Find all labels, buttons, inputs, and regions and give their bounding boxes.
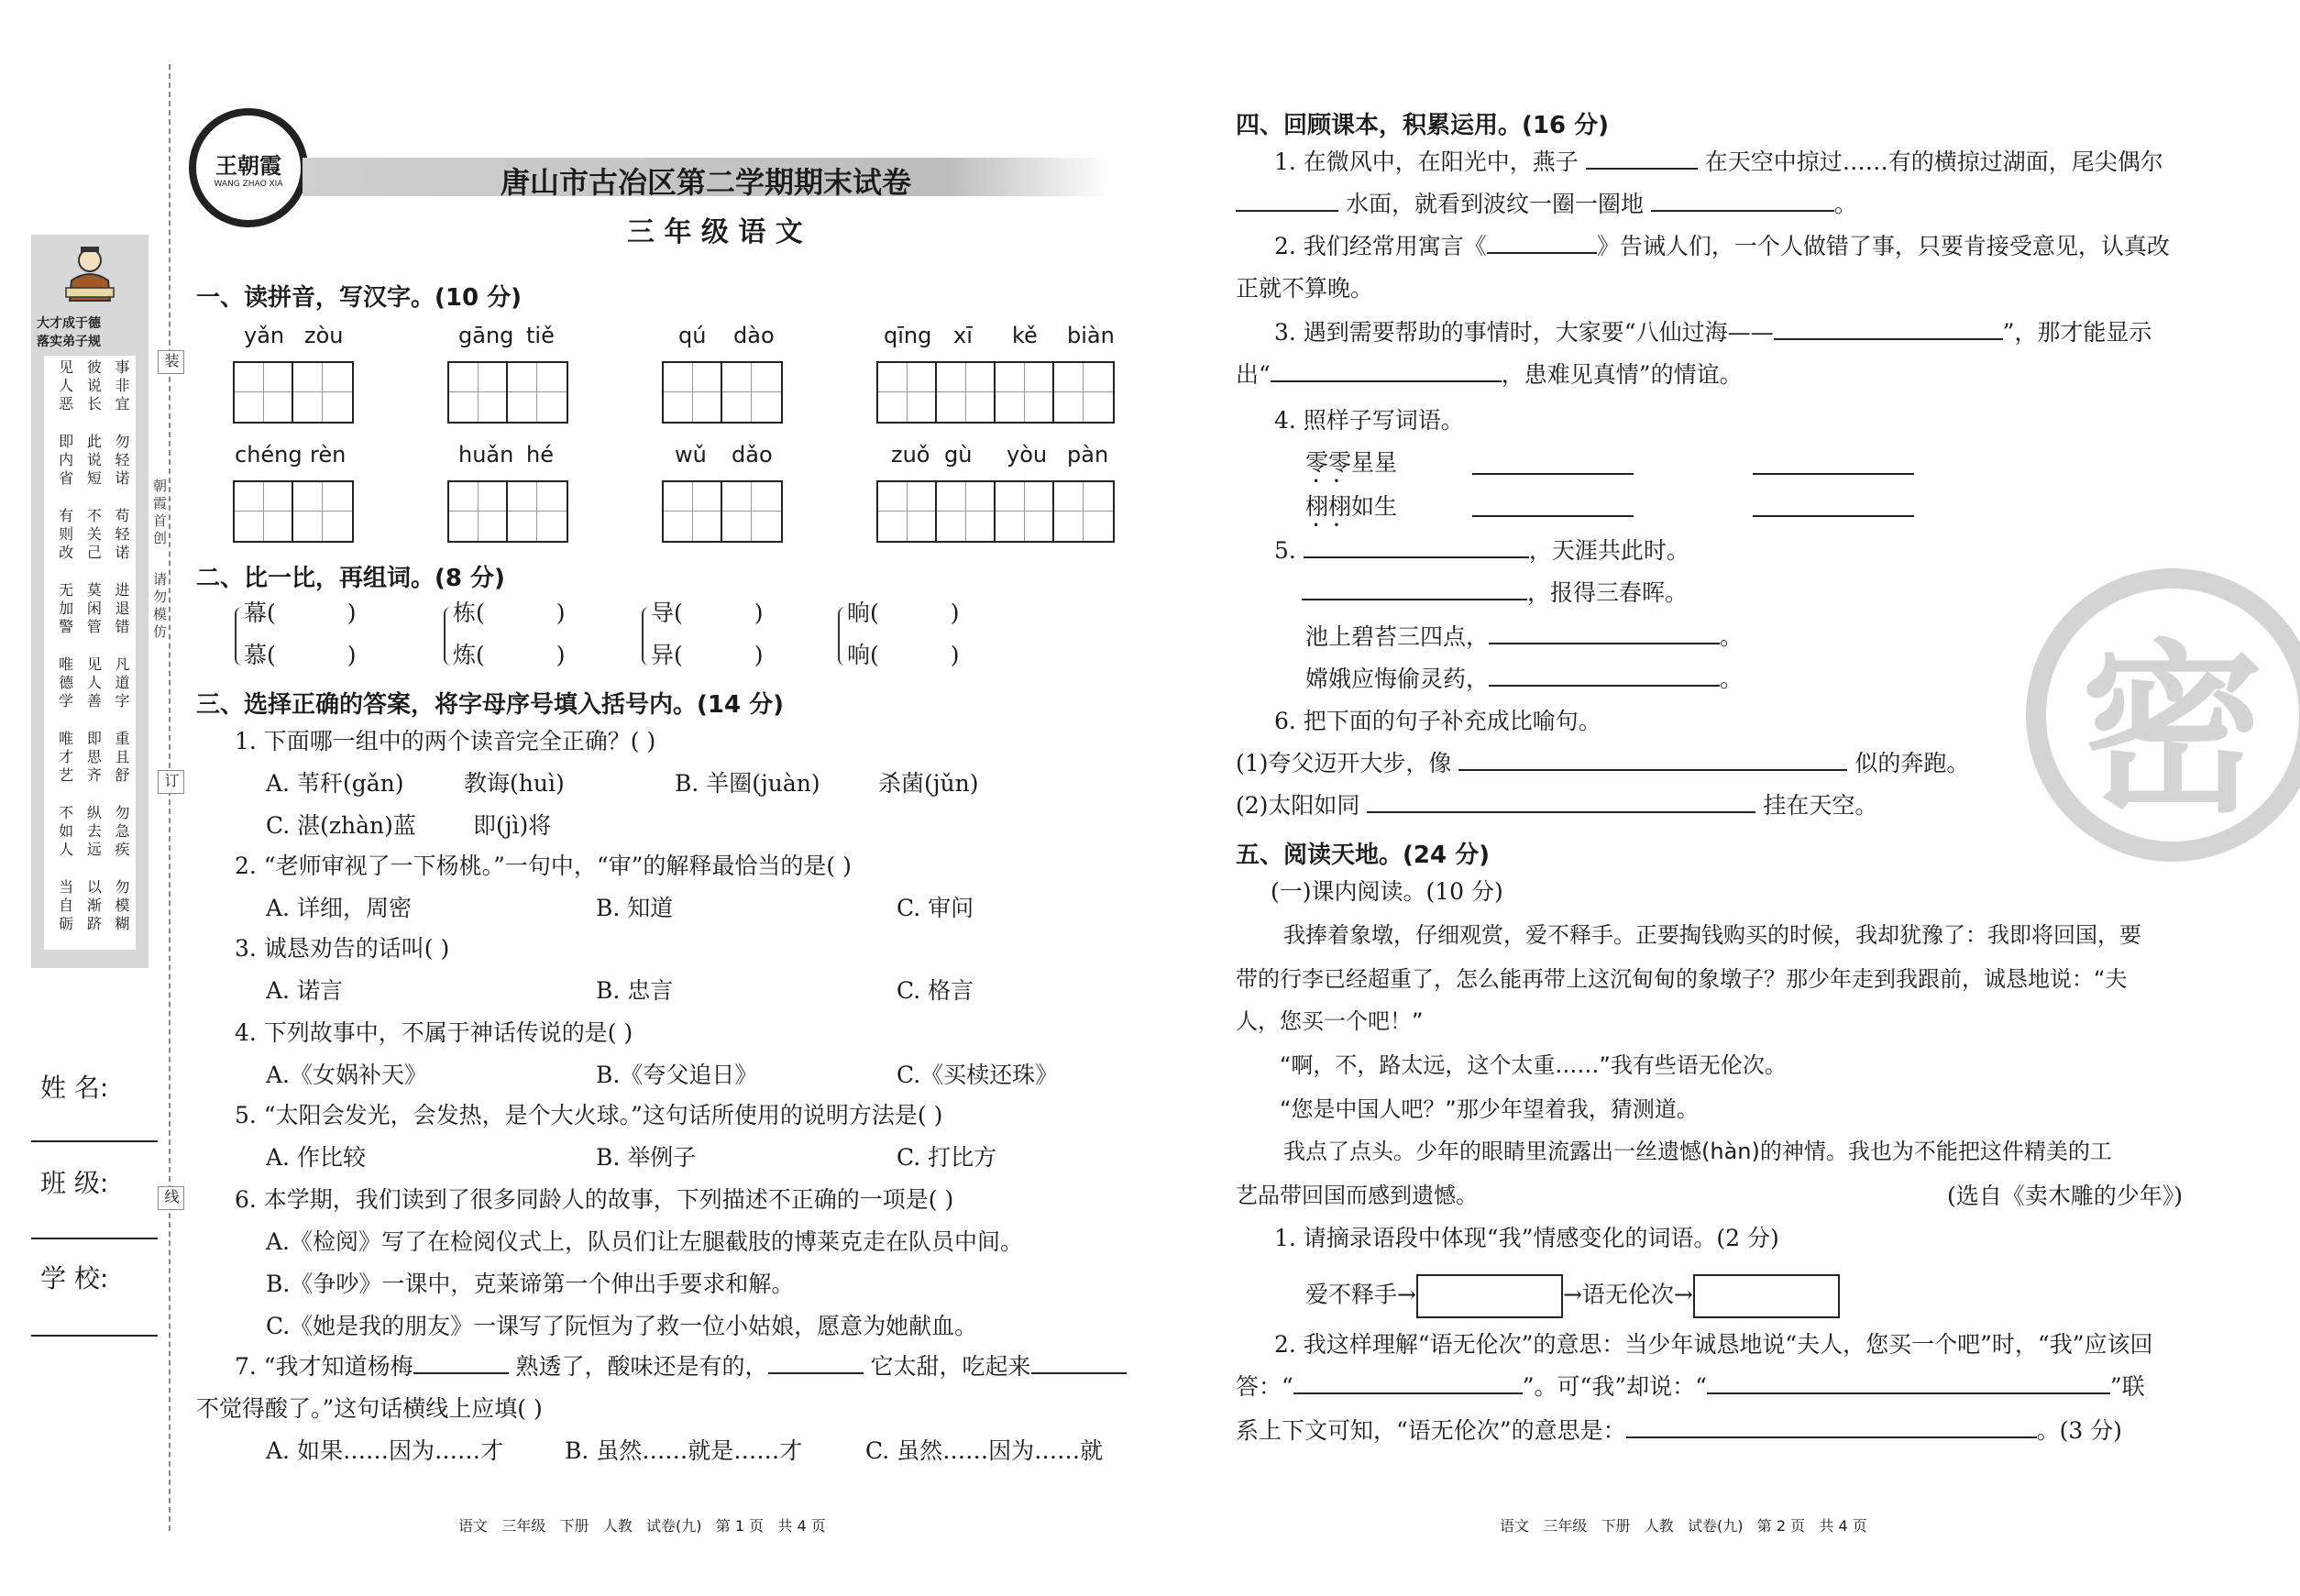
rule-text: 勿模糊: [112, 879, 130, 934]
rule-text: 唯才艺: [56, 731, 74, 786]
example-word: [1305, 493, 1397, 521]
blank[interactable]: [1302, 580, 1527, 600]
writing-grid[interactable]: [876, 480, 1115, 543]
fill-question: 1. 在微风中，在阳光中，燕子 在天空中掠过……有的横掠过湖面，尾尖偶尔: [1274, 149, 2163, 175]
blank[interactable]: [768, 1354, 864, 1374]
fill-question: 4. 照样子写词语。: [1274, 407, 1464, 434]
brand-logo: [189, 108, 308, 227]
fill-question: 嫦娥应悔偷灵药， 。: [1305, 666, 1744, 692]
compare-char: 幕( ): [244, 600, 357, 626]
compare-char: 炼( ): [453, 642, 566, 668]
pinyin: qīng: [884, 323, 932, 348]
pinyin: kě: [1012, 323, 1038, 348]
question: 1. 请摘录语段中体现“我”情感变化的词语。(2 分): [1274, 1225, 1779, 1251]
pinyin: chéng: [235, 442, 303, 468]
pinyin: pàn: [1067, 442, 1109, 468]
option: C. 打比方: [897, 1144, 997, 1171]
class-label: 班 级:: [40, 1168, 109, 1198]
subsection-heading: (一)课内阅读。(10 分): [1271, 878, 1503, 905]
rule-text: 不如人: [56, 805, 74, 860]
rule-text: 凡道字: [112, 656, 130, 711]
blank[interactable]: [1651, 192, 1834, 212]
name-label: 姓 名:: [40, 1073, 109, 1103]
option: B.《夸父追日》: [596, 1062, 758, 1088]
option: C. 湛(zhàn)蓝: [266, 812, 416, 839]
section4-heading: 四、回顾课本，积累运用。(16 分): [1236, 112, 1609, 139]
binding-mark-2: 订: [158, 770, 184, 794]
option: B. 虽然……就是……才: [565, 1437, 803, 1464]
pinyin: rèn: [310, 442, 347, 468]
passage-line: 人，您买一个吧！”: [1236, 1008, 1424, 1034]
option: B.《争吵》一课中，克莱谛第一个伸出手要求和解。: [266, 1271, 795, 1297]
pinyin: tiě: [526, 323, 555, 348]
school-label: 学 校:: [40, 1263, 109, 1293]
fill-question: 2. 我们经常用寓言《 》告诫人们，一个人做错了事，只要肯接受意见，认真改: [1274, 233, 2170, 259]
option: A.《女娲补天》: [266, 1062, 428, 1088]
option: 教诲(huì): [464, 770, 565, 797]
pinyin: dào: [733, 323, 775, 348]
pinyin: biàn: [1067, 323, 1115, 348]
pinyin: yòu: [1007, 442, 1048, 468]
seal-text-2: 请勿模仿: [151, 572, 168, 642]
rule-text: 有则改: [56, 508, 74, 563]
section3-heading: 三、选择正确的答案，将字母序号填入括号内。(14 分): [196, 691, 784, 719]
pinyin: xī: [953, 323, 973, 348]
question: 5. “太阳会发光，会发热，是个大火球。”这句话所使用的说明方法是( ): [235, 1102, 943, 1128]
question: 4. 下列故事中，不属于神话传说的是( ): [235, 1019, 633, 1046]
school-field[interactable]: [31, 1335, 158, 1337]
option: A. 苇秆(gǎn): [266, 770, 404, 797]
blank[interactable]: [1458, 751, 1847, 771]
pinyin: gù: [944, 442, 973, 468]
blank[interactable]: [1367, 793, 1755, 813]
compare-pair: [235, 600, 372, 675]
binding-mark-1: 装: [158, 350, 184, 374]
class-field[interactable]: [31, 1238, 158, 1239]
pinyin: dǎo: [732, 442, 773, 468]
fill-question: 出“ ，患难见真情”的情谊。: [1236, 361, 1743, 388]
blank[interactable]: [1487, 234, 1597, 254]
compare-char: 异( ): [651, 642, 764, 668]
writing-grid[interactable]: [233, 361, 354, 424]
fill-question: 5. ，天涯共此时。: [1274, 537, 1689, 564]
name-field[interactable]: [31, 1140, 158, 1142]
blank[interactable]: [1236, 192, 1338, 212]
blank[interactable]: [1271, 362, 1502, 382]
page-subtitle: 三 年 级 语 文: [627, 216, 803, 248]
rule-text: 进退错: [112, 582, 130, 637]
fill-question: 池上碧苔三四点， 。: [1305, 623, 1744, 650]
rule-text: 彼说长: [84, 359, 103, 414]
question-cont: 系上下文可知，“语无伦次”的意思是： 。(3 分): [1236, 1417, 2122, 1444]
seal-text-1: 朝霞首创: [151, 479, 168, 548]
side-panel: [31, 235, 149, 968]
writing-grid[interactable]: [233, 480, 354, 543]
option: C. 虽然……因为……就: [865, 1437, 1104, 1464]
rule-text: 重且舒: [112, 731, 130, 786]
rule-text: 勿急疾: [112, 805, 130, 860]
option: C. 审问: [897, 895, 974, 921]
blank[interactable]: [1293, 1374, 1523, 1394]
rule-text: 当自砺: [56, 879, 74, 934]
answer-box[interactable]: [1416, 1274, 1563, 1318]
question-cont: 不觉得酸了。”这句话横线上应填( ): [196, 1395, 543, 1422]
rule-text: 苟轻诺: [112, 508, 130, 563]
blank[interactable]: [1707, 1374, 2110, 1394]
side-banner-2: 落实弟子规: [37, 335, 101, 349]
section2-heading: 二、比一比，再组词。(8 分): [196, 565, 505, 592]
answer-box[interactable]: [1693, 1274, 1840, 1318]
writing-grid[interactable]: [447, 480, 568, 543]
question: 2. 我这样理解“语无伦次”的意思：当少年诚恳地说“夫人，您买一个吧”时，“我”应该回: [1274, 1331, 2153, 1358]
footer-right: 语文 三年级 下册 人教 试卷(九) 第 2 页 共 4 页: [1500, 1517, 1867, 1535]
answer-line[interactable]: [1472, 515, 1634, 517]
rule-text: 事非宜: [112, 359, 130, 414]
writing-grid[interactable]: [876, 361, 1115, 424]
compare-pair: [444, 600, 581, 675]
binding-dashed-line: [169, 64, 171, 1531]
fill-question: 水面，就看到波纹一圈一圈地 。: [1236, 191, 1857, 218]
scholar-illustration: [59, 244, 121, 304]
side-banner-1: 大才成于德: [37, 316, 101, 331]
passage-line: “啊，不，路太远，这个太重……”我有些语无伦次。: [1280, 1052, 1787, 1078]
compare-char: 栋( ): [453, 600, 566, 626]
fill-question: 3. 遇到需要帮助的事情时，大家要“八仙过海—— ”，那才能显示: [1274, 319, 2152, 346]
question: 3. 诚恳劝告的话叫( ): [235, 935, 450, 962]
option: A. 诺言: [266, 977, 343, 1004]
compare-char: 晌( ): [847, 600, 960, 626]
compare-pair: [642, 600, 779, 675]
blank[interactable]: [1774, 320, 2003, 340]
rule-text: 即思齐: [84, 731, 103, 786]
option: B. 知道: [596, 895, 674, 921]
writing-grid[interactable]: [662, 361, 783, 424]
rule-text: 莫闲管: [84, 582, 103, 637]
option: C.《买椟还珠》: [897, 1062, 1059, 1088]
answer-line[interactable]: [1753, 515, 1914, 517]
blank[interactable]: [413, 1354, 509, 1374]
rule-text: 不关己: [84, 508, 103, 563]
question: 7. “我才知道杨梅 熟透了，酸味还是有的， 它太甜，吃起来: [235, 1353, 1127, 1381]
rule-text: 以渐跻: [84, 879, 103, 934]
option: C.《她是我的朋友》一课写了阮恒为了救一位小姑娘，愿意为她献血。: [266, 1313, 978, 1339]
compare-char: 慕( ): [244, 642, 357, 668]
passage-line: 带的行李已经超重了，怎么能再带上这沉甸甸的象墩子？那少年走到我跟前，诚恳地说：“夫: [1236, 966, 2128, 992]
compare-char: 响( ): [847, 642, 960, 668]
binding-mark-3: 线: [158, 1186, 184, 1210]
logo-subtext: WANG ZHAO XIA: [214, 179, 283, 189]
passage-line: 我点了点头。少年的眼睛里流露出一丝遗憾(hàn)的神情。我也为不能把这件精美的工: [1283, 1139, 2112, 1164]
question: 2. “老师审视了一下杨桃。”一句中，“审”的解释最恰当的是( ): [235, 853, 852, 879]
fill-question: (2)太阳如同 挂在天空。: [1236, 792, 1878, 819]
pinyin: hé: [526, 442, 554, 468]
pinyin: zòu: [304, 323, 344, 348]
rule-text: 即内省: [56, 434, 74, 489]
writing-grid[interactable]: [447, 361, 568, 424]
option: B. 忠言: [596, 977, 674, 1004]
compare-char: 导( ): [651, 600, 764, 626]
pinyin: yǎn: [244, 323, 285, 348]
option: B. 羊圈(juàn): [675, 770, 820, 797]
passage-line: 艺品带回国而感到遗憾。: [1236, 1183, 1478, 1208]
blank[interactable]: [1489, 666, 1720, 687]
example-word-text: 栩栩如生: [1305, 493, 1398, 520]
pinyin: qú: [678, 323, 707, 348]
fill-question: 6. 把下面的句子补充成比喻句。: [1274, 708, 1601, 734]
pinyin: gāng: [458, 323, 514, 348]
rule-text: 见人恶: [56, 359, 74, 414]
example-word-text: 零零星星: [1305, 449, 1398, 476]
rule-text: 纵去远: [84, 805, 103, 860]
fill-question-cont: 正就不算晚。: [1236, 275, 1374, 302]
writing-grid[interactable]: [662, 480, 783, 543]
rule-text: 此说短: [84, 434, 103, 489]
answer-line[interactable]: [1472, 473, 1634, 475]
footer-left: 语文 三年级 下册 人教 试卷(九) 第 1 页 共 4 页: [458, 1517, 826, 1535]
option: 杀菌(jǔn): [878, 770, 979, 797]
blank[interactable]: [1586, 149, 1698, 170]
passage-source: (选自《卖木雕的少年》): [1947, 1183, 2184, 1209]
option: A. 如果……因为……才: [266, 1437, 503, 1464]
rule-text: 勿轻诺: [112, 434, 130, 489]
pinyin: zuǒ: [891, 442, 930, 468]
question: 6. 本学期，我们读到了很多同龄人的故事，下列描述不正确的一项是( ): [235, 1186, 954, 1213]
blank[interactable]: [1304, 538, 1529, 558]
option: 即(jì)将: [473, 812, 552, 839]
stamp-text: 密: [2080, 623, 2264, 838]
pinyin: huǎn: [458, 442, 514, 468]
rules-box: [44, 356, 136, 950]
blank[interactable]: [1626, 1418, 2037, 1438]
rule-text: 唯德学: [56, 656, 74, 711]
dot-mark: • •: [1313, 475, 1340, 488]
rule-text: 无加警: [56, 582, 74, 637]
section1-heading: 一、读拼音，写汉字。(10 分): [196, 284, 522, 312]
fill-question: (1)夸父迈开大步，像 似的奔跑。: [1236, 750, 1970, 776]
passage-line: “您是中国人吧？”那少年望着我，猜测道。: [1280, 1096, 1699, 1122]
option: C. 格言: [897, 977, 974, 1004]
question-cont: 答：“ ”。可“我”却说：“ ”联: [1236, 1373, 2145, 1400]
blank[interactable]: [1489, 624, 1720, 644]
logo-text: 王朝霞: [215, 152, 281, 179]
option: A. 详细，周密: [266, 895, 412, 921]
dot-mark: • •: [1313, 519, 1340, 532]
option: A. 作比较: [266, 1144, 366, 1171]
flow-question: 爱不释手→ →语无伦次→: [1305, 1274, 1840, 1318]
example-word: [1305, 449, 1397, 477]
section5-heading: 五、阅读天地。(24 分): [1236, 842, 1490, 869]
confidential-stamp: [2026, 568, 2300, 862]
answer-line[interactable]: [1753, 473, 1914, 475]
compare-pair: [838, 600, 975, 675]
page-title: 唐山市古冶区第二学期期末试卷: [501, 165, 912, 200]
rule-text: 见人善: [84, 656, 103, 711]
option: A.《检阅》写了在检阅仪式上，队员们让左腿截肢的博莱克走在队员中间。: [266, 1228, 1024, 1255]
question: 1. 下面哪一组中的两个读音完全正确？( ): [235, 728, 656, 754]
passage-line: 我捧着象墩，仔细观赏，爱不释手。正要掏钱购买的时候，我却犹豫了：我即将回国，要: [1283, 922, 2141, 948]
blank[interactable]: [1031, 1354, 1127, 1374]
pinyin: wǔ: [675, 442, 707, 468]
fill-question: ，报得三春晖。: [1302, 579, 1688, 607]
option: B. 举例子: [596, 1144, 697, 1171]
